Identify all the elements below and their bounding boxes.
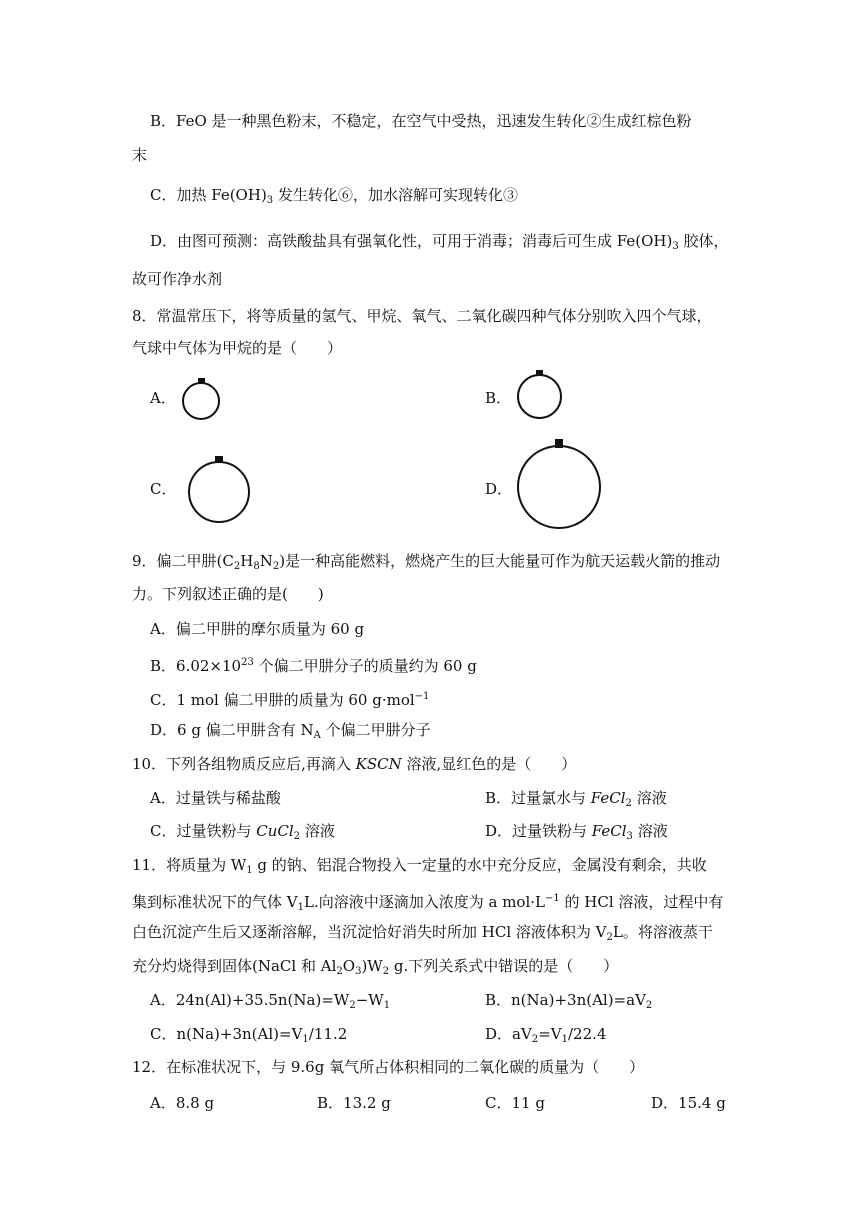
q10-option-d: D．过量铁粉与 FeCl$_3$ 溶液 (485, 822, 668, 842)
q8-option-b-label: B． (485, 389, 512, 407)
q11-option-a: A．$24n(Al)+35.5n(Na)=W_2-W_1$ (150, 991, 391, 1011)
q9-stem-line1: 9．偏二甲肼$(C_2H_8N_2)$是一种高能燃料，燃烧产生的巨大能量可作为航天运载火箭的推动 (132, 552, 721, 572)
q10-stem: 10．下列各组物质反应后,再滴入 KSCN 溶液,显红色的是（ ） (132, 755, 577, 773)
balloon-b-knot-icon (536, 370, 543, 376)
balloon-c-knot-icon (215, 456, 223, 463)
q10-option-c: C．过量铁粉与 CuCl$_2$ 溶液 (150, 822, 335, 842)
q11-option-c: C．$n(Na)+3n(Al)=V_1/11.2$ (150, 1025, 348, 1045)
q11-stem-line1: 11．将质量为 $W_1$ g 的钠、铝混合物投入一定量的水中充分反应，金属没有剩余，共收 (132, 856, 707, 876)
balloon-c-icon (188, 461, 250, 523)
q12-option-d: D．15.4 g (651, 1094, 726, 1112)
q11-stem-line3: 白色沉淀产生后又逐渐溶解，当沉淀恰好消失时所加 HCl 溶液体积为 $V_2L$。将溶液蒸干 (132, 923, 713, 943)
q11-option-d: D．$aV_2=V_1/22.4$ (485, 1025, 607, 1045)
q7-option-c: C．加热 $Fe(OH)_3$ 发生转化⑥，加水溶解可实现转化③ (150, 186, 518, 206)
q9-option-d: D．6 g 偏二甲肼含有 $N_A$ 个偏二甲肼分子 (150, 721, 431, 741)
q9-option-a: A．偏二甲肼的摩尔质量为 60 g (150, 620, 365, 638)
q10-option-a: A．过量铁与稀盐酸 (150, 789, 281, 807)
q11-stem-line4: 充分灼烧得到固体(NaCl 和 $Al_2O_3)W_2$ g.下列关系式中错误的是（ ） (132, 957, 619, 977)
q8-stem-line2: 气球中气体为甲烷的是（ ） (132, 339, 343, 357)
q12-stem: 12．在标准状况下，与 9.6g 氧气所占体积相同的二氧化碳的质量为（ ） (132, 1058, 645, 1076)
q8-option-a-label: A． (150, 389, 176, 407)
q8-stem-line1: 8．常温常压下，将等质量的氢气、甲烷、氧气、二氧化碳四种气体分别吹入四个气球， (132, 307, 712, 325)
q12-option-b: B．13.2 g (317, 1094, 391, 1112)
balloon-d-icon (517, 445, 601, 529)
balloon-a-knot-icon (198, 378, 205, 384)
q9-option-b: B．$6.02\times 10^{23}$ 个偏二甲肼分子的质量约为 60 g (150, 657, 477, 675)
balloon-b-icon (517, 374, 562, 419)
q9-option-c: C．1 mol 偏二甲肼的质量为 60 g·mol$^{-1}$ (150, 691, 430, 709)
q7-option-b-line2: 末 (132, 146, 148, 164)
q7-option-b-line1: B．FeO 是一种黑色粉末，不稳定，在空气中受热，迅速发生转化②生成红棕色粉 (150, 112, 692, 130)
q8-option-c-label: C． (150, 480, 177, 498)
q12-option-a: A．8.8 g (150, 1094, 215, 1112)
q11-stem-line2: 集到标准状况下的气体 $V_1L$.向溶液中逐滴加入浓度为 a $mol\cdot L^{-1}$ 的 HCl 溶液，过程中有 (132, 893, 724, 913)
balloon-a-icon (182, 382, 220, 420)
balloon-d-knot-icon (555, 439, 563, 448)
q12-option-c: C．11 g (485, 1094, 545, 1112)
q11-option-b: B．$n(Na)+3n(Al)=aV_2$ (485, 991, 653, 1011)
q9-stem-line2: 力。下列叙述正确的是( ) (132, 585, 324, 603)
q7-option-d-line1: D．由图可预测：高铁酸盐具有强氧化性，可用于消毒；消毒后可生成 $Fe(OH)_3$ 胶体， (150, 232, 729, 252)
q10-option-b: B．过量氯水与 FeCl$_2$ 溶液 (485, 789, 667, 809)
q7-option-d-line2: 故可作净水剂 (132, 270, 223, 288)
q8-option-d-label: D． (485, 480, 513, 498)
